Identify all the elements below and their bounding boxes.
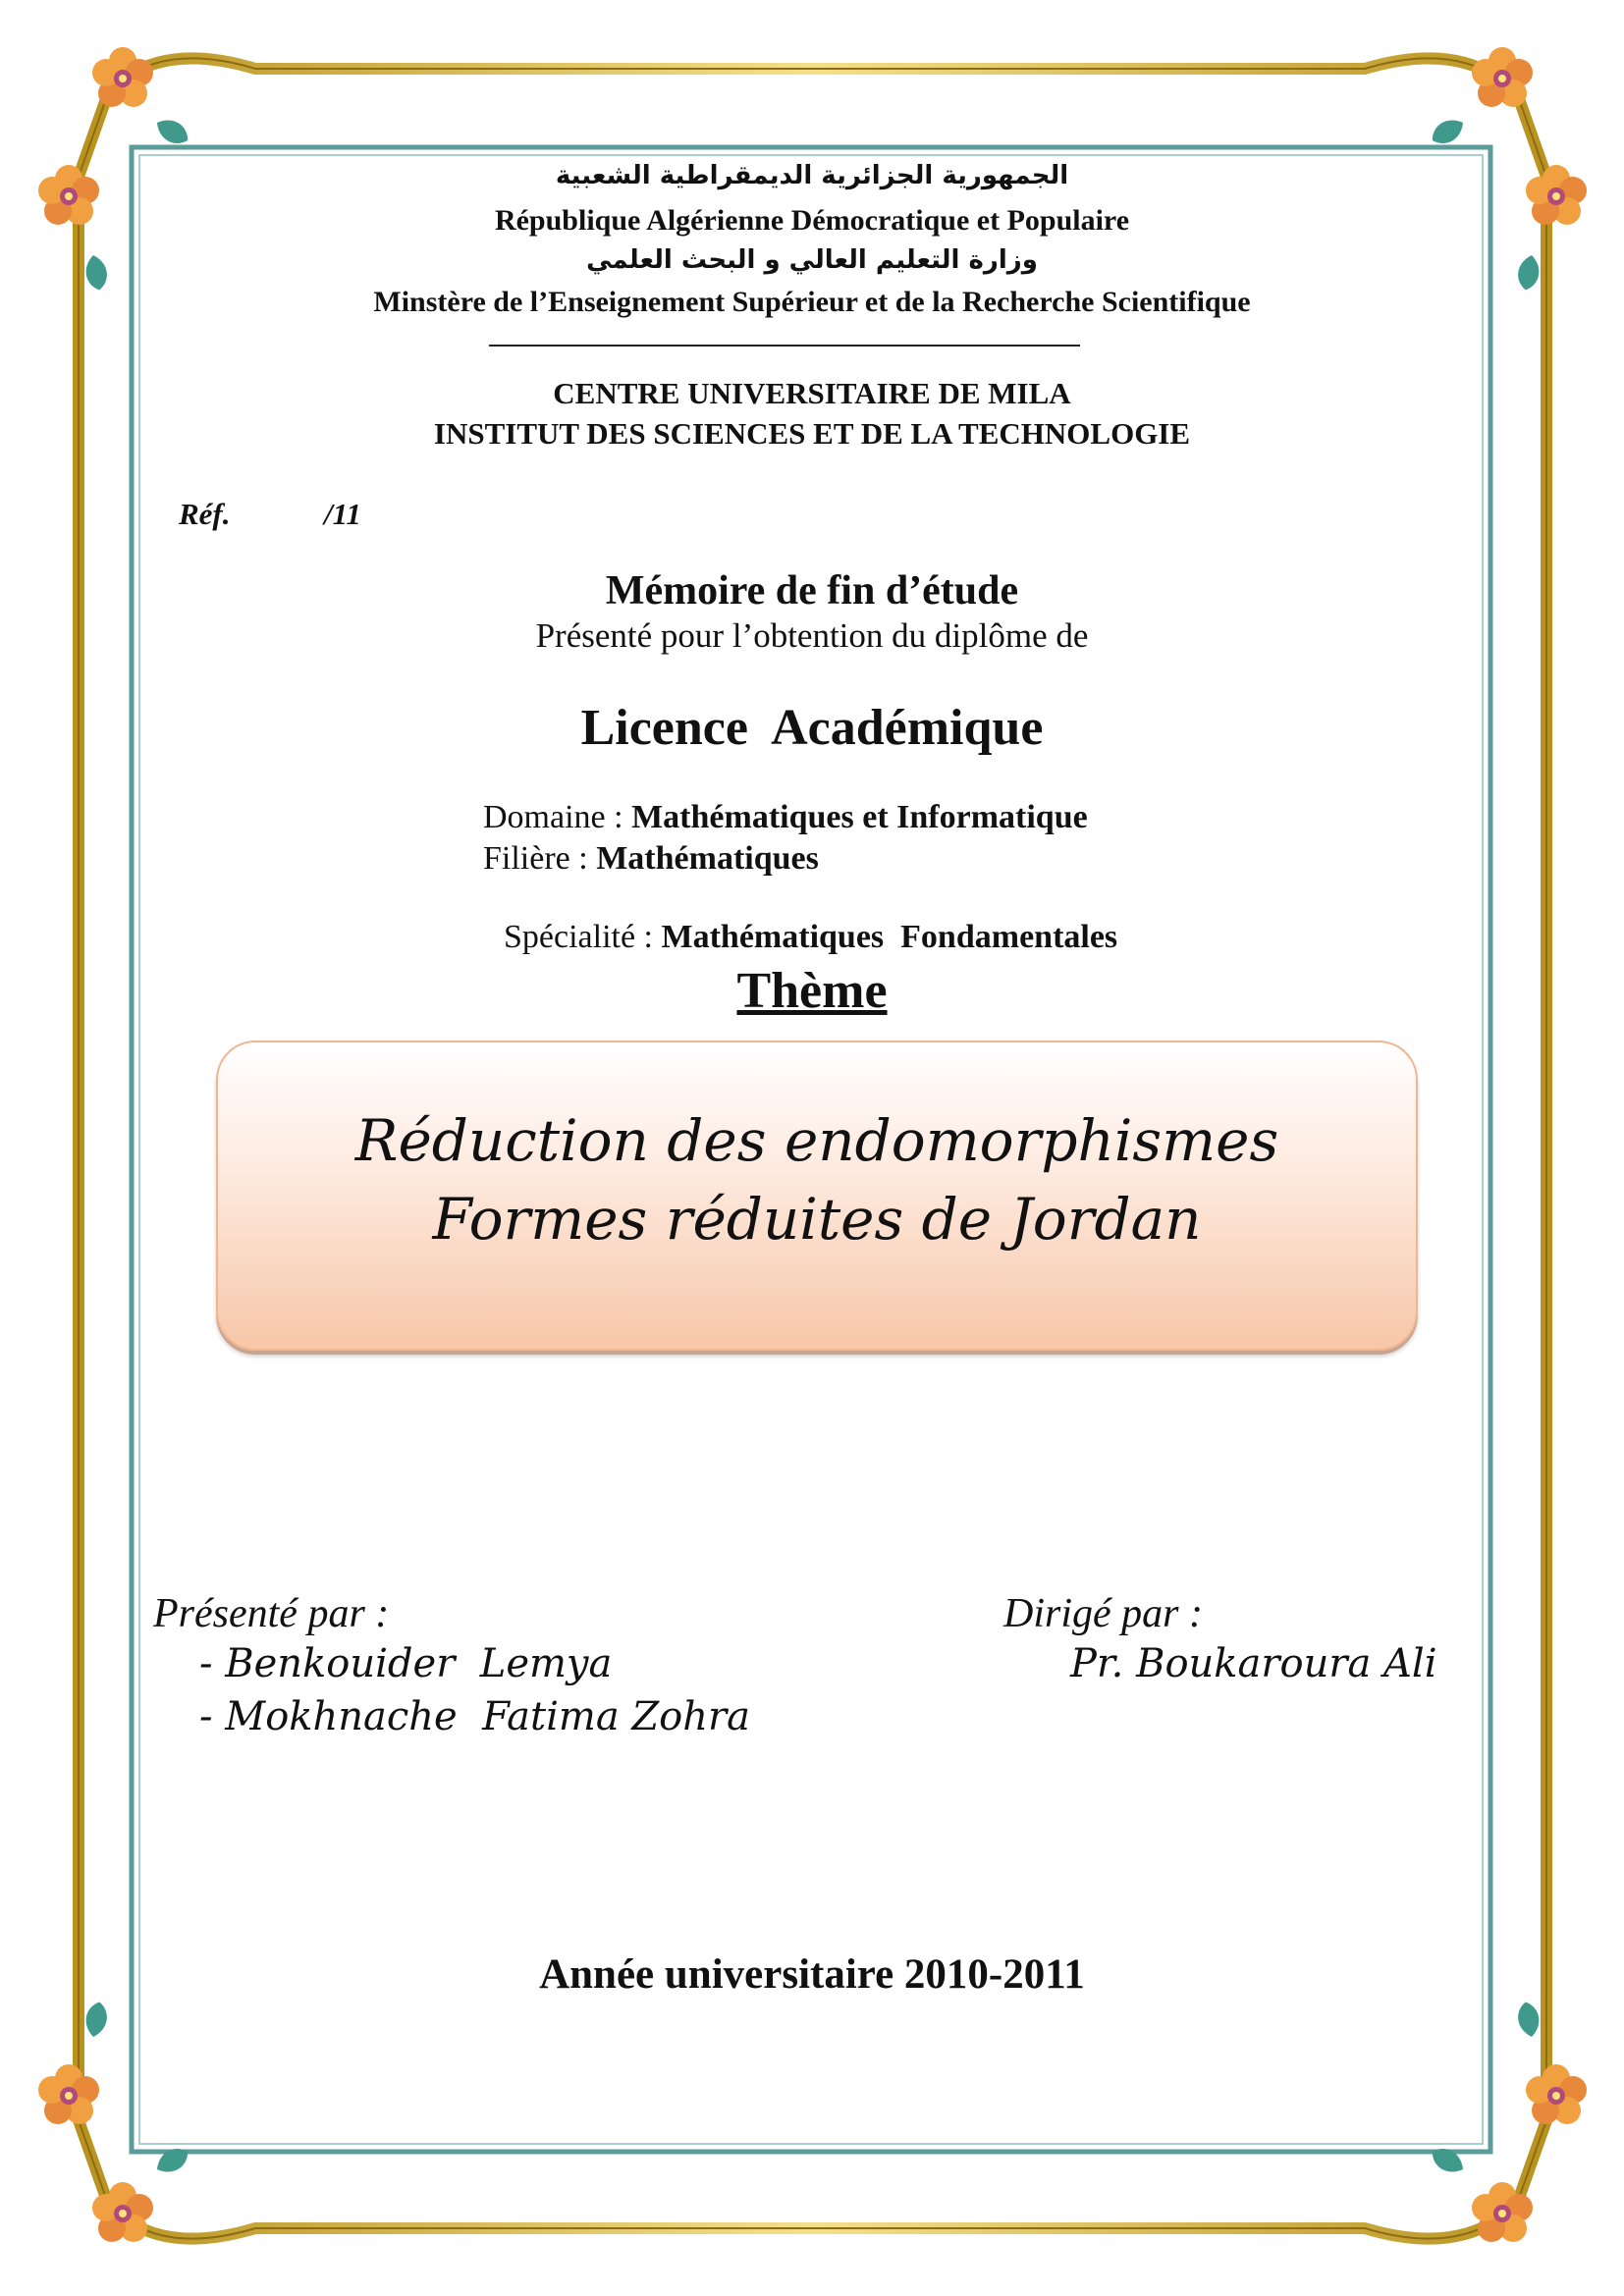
institut-name: INSTITUT DES SCIENCES ET DE LA TECHNOLOGIE <box>433 416 1191 451</box>
supervisor-label: Dirigé par : <box>1003 1591 1203 1636</box>
ministry-line: Minstère de l’Enseignement Supérieur et de la Recherche Scientifique <box>373 286 1251 318</box>
specialite-value: Mathématiques Fondamentales <box>661 919 1118 955</box>
memoire-title: Mémoire de fin d’étude <box>605 568 1019 614</box>
specialite-line <box>487 881 1117 956</box>
domaine-label: Domaine : <box>483 799 632 835</box>
filiere-value: Mathématiques <box>596 840 819 877</box>
theme-label: Thème <box>736 963 888 1019</box>
theme-title-box <box>216 1041 1418 1351</box>
reference-value: /11 <box>324 497 361 531</box>
arabic-republic-line: الجمهورية الجزائرية الديمقراطية الشعبية <box>555 161 1069 190</box>
memoire-subtitle: Présenté pour l’obtention du diplôme de <box>535 616 1089 655</box>
degree-title: Licence Académique <box>580 700 1044 756</box>
reference-label: Réf. <box>179 497 231 531</box>
domaine-value: Mathématiques et Informatique <box>631 799 1088 835</box>
specialite-label: Spécialité : <box>504 919 662 955</box>
theme-title-line-1: Réduction des endomorphismes <box>354 1107 1279 1174</box>
domaine-line <box>483 799 1088 836</box>
author-1: - Benkouider Lemya <box>199 1641 613 1686</box>
author-2: - Mokhnache Fatima Zohra <box>199 1694 750 1739</box>
centre-universitaire: CENTRE UNIVERSITAIRE DE MILA <box>553 376 1071 410</box>
arabic-ministry-line: وزارة التعليم العالي و البحث العلمي <box>586 245 1038 275</box>
republic-line: République Algérienne Démocratique et Populaire <box>494 204 1130 237</box>
filiere-label: Filière : <box>483 840 597 877</box>
theme-title-line-2: Formes réduites de Jordan <box>432 1186 1202 1253</box>
header-divider <box>489 345 1080 347</box>
filiere-line <box>483 840 819 878</box>
supervisor-name: Pr. Boukaroura Ali <box>1070 1641 1437 1686</box>
academic-year: Année universitaire 2010-2011 <box>539 1951 1085 1998</box>
authors-label: Présenté par : <box>153 1591 390 1636</box>
